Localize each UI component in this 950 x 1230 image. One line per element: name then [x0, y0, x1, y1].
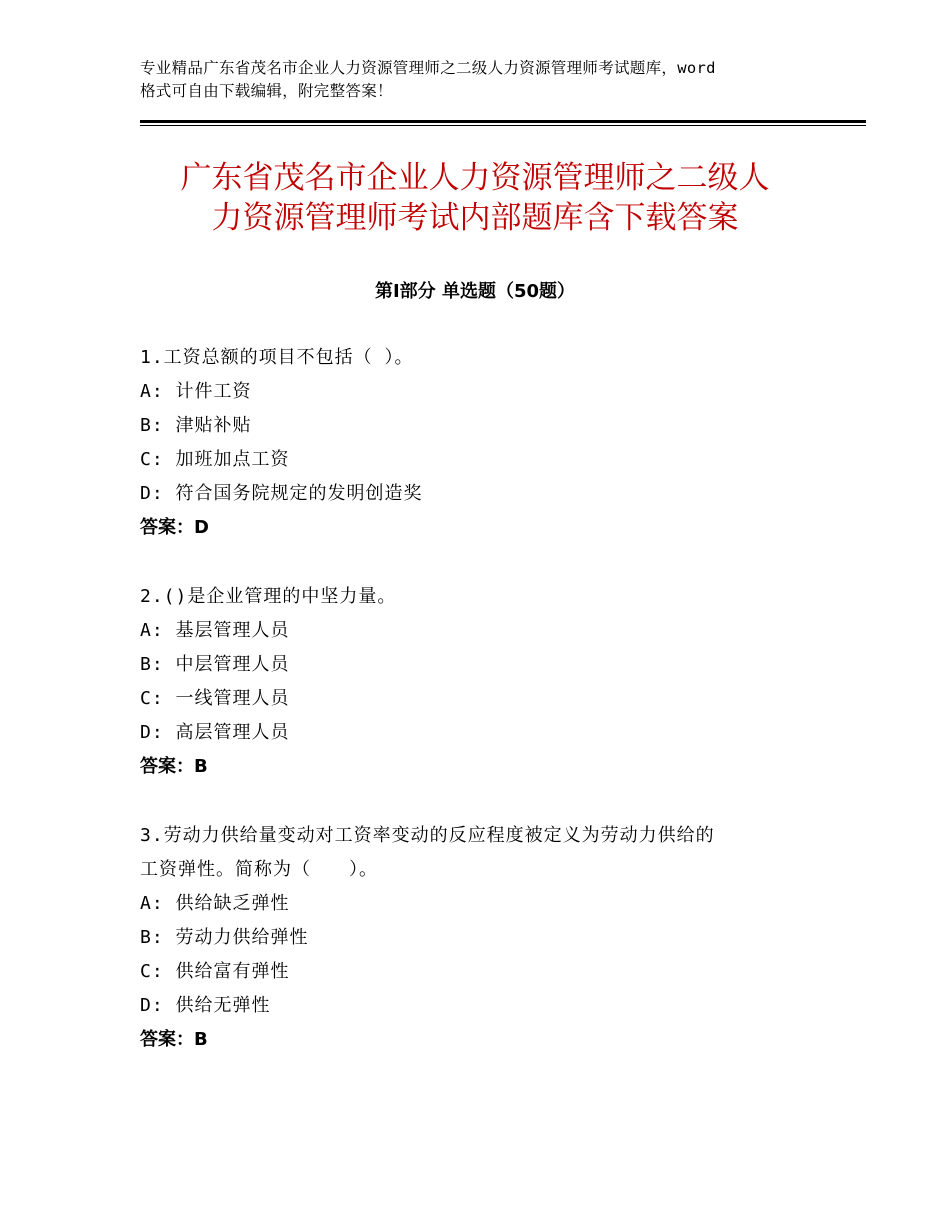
question-3	[140, 819, 840, 1057]
header-note	[140, 57, 830, 103]
option-d: D: 符合国务院规定的发明创造奖	[140, 483, 423, 504]
option-c: C: 供给富有弹性	[140, 961, 290, 982]
header-divider-thick	[140, 120, 866, 123]
answer: 答案：B	[140, 756, 208, 777]
answer: 答案：D	[140, 517, 209, 538]
header-divider-thin	[140, 125, 866, 126]
option-b: B: 中层管理人员	[140, 654, 290, 675]
question-2	[140, 580, 840, 784]
option-a: A: 供给缺乏弹性	[140, 893, 290, 914]
question-1	[140, 341, 840, 545]
question-stem: 2.()是企业管理的中坚力量。	[140, 586, 397, 607]
document-title	[120, 158, 830, 238]
question-stem-line-2: 工资弹性。简称为（ ）。	[140, 859, 378, 880]
option-b: B: 劳动力供给弹性	[140, 927, 309, 948]
title-line-2: 力资源管理师考试内部题库含下载答案	[211, 200, 739, 236]
header-note-line-1: 专业精品广东省茂名市企业人力资源管理师之二级人力资源管理师考试题库，word	[140, 59, 716, 77]
title-line-1: 广东省茂名市企业人力资源管理师之二级人	[180, 160, 770, 196]
option-d: D: 高层管理人员	[140, 722, 290, 743]
question-stem: 1.工资总额的项目不包括（ ）。	[140, 347, 414, 368]
answer: 答案：B	[140, 1029, 208, 1050]
option-b: B: 津贴补贴	[140, 415, 252, 436]
option-a: A: 计件工资	[140, 381, 252, 402]
option-c: C: 一线管理人员	[140, 688, 290, 709]
section-title: 第Ⅰ部分 单选题（50题）	[374, 281, 575, 302]
option-c: C: 加班加点工资	[140, 449, 290, 470]
question-stem-line-1: 3.劳动力供给量变动对工资率变动的反应程度被定义为劳动力供给的	[140, 825, 715, 846]
header-note-line-2: 格式可自由下载编辑，附完整答案！	[140, 82, 393, 100]
option-a: A: 基层管理人员	[140, 620, 290, 641]
option-d: D: 供给无弹性	[140, 995, 271, 1016]
